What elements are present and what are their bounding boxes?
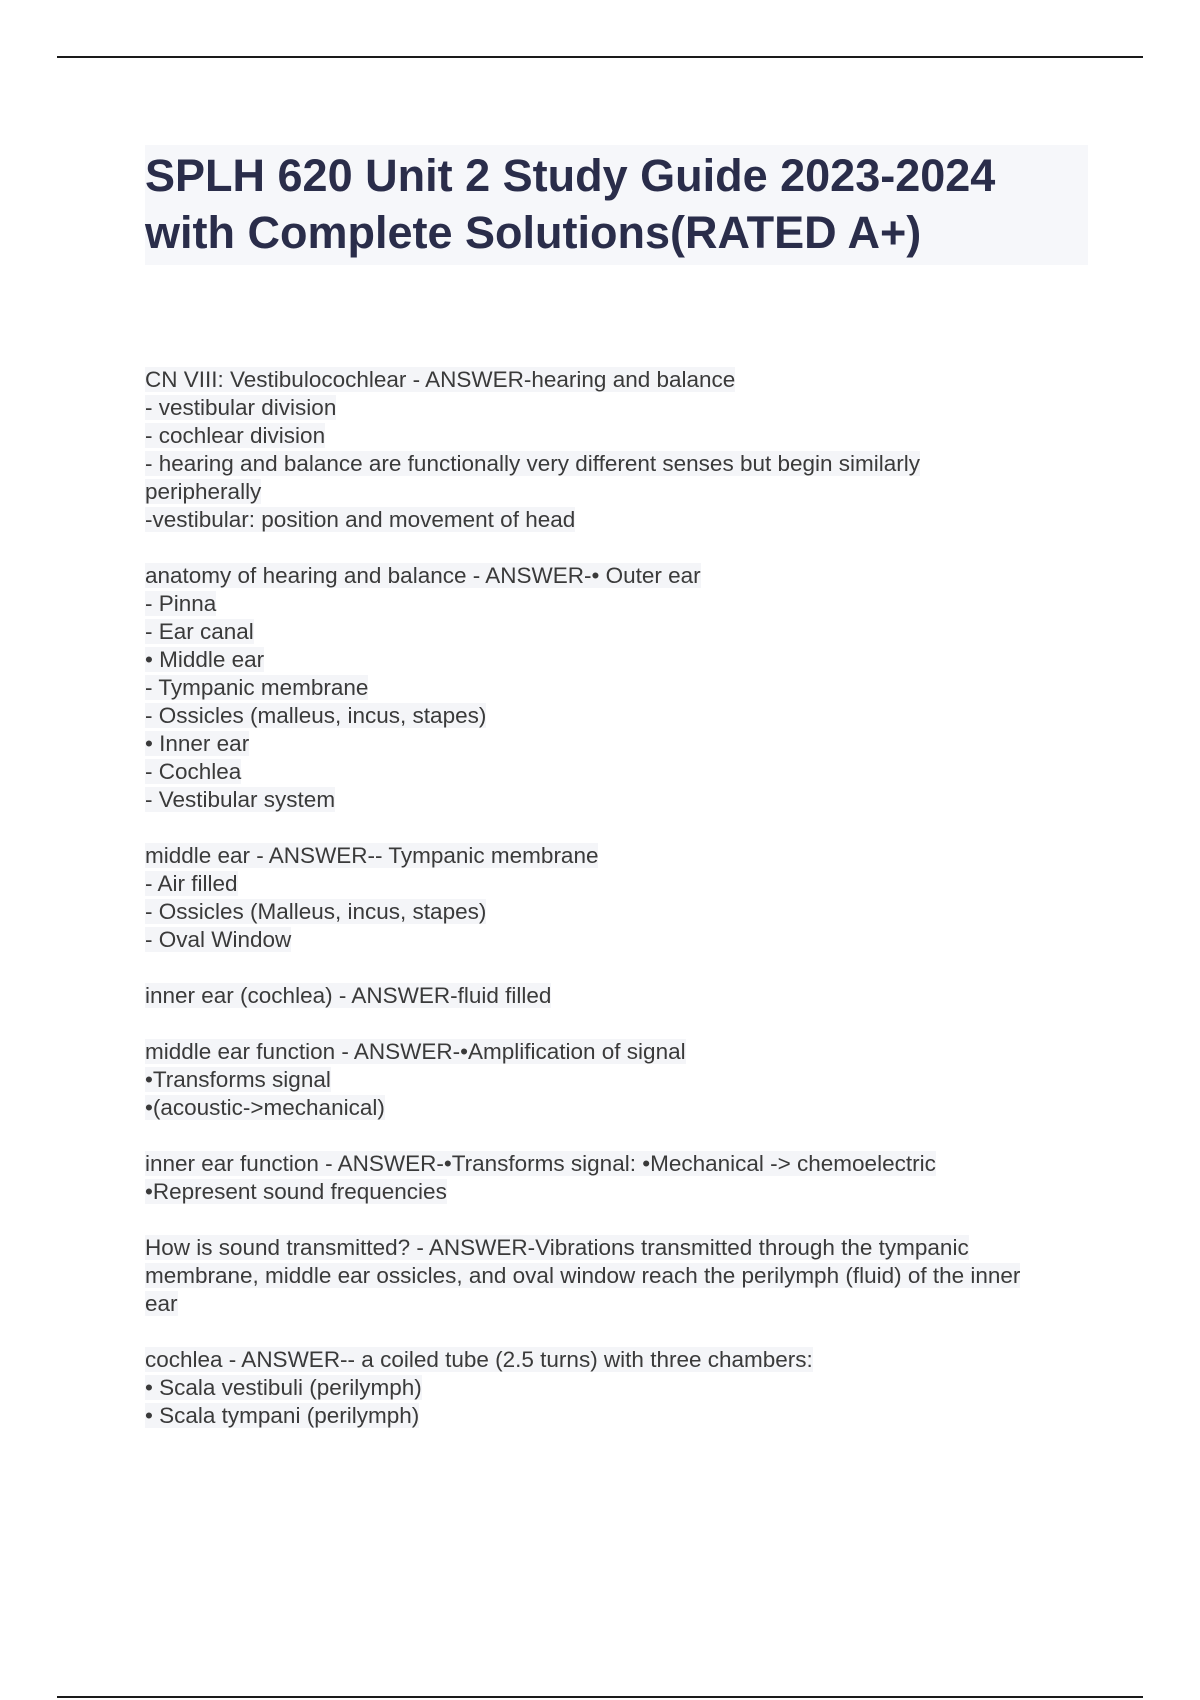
qa-entry xyxy=(145,1038,1090,1122)
entry-line: - Ossicles (Malleus, incus, stapes) xyxy=(145,899,487,924)
entry-line: inner ear (cochlea) - ANSWER-fluid filled xyxy=(145,983,552,1008)
entry-line: •(acoustic->mechanical) xyxy=(145,1095,385,1120)
entry-line: membrane, middle ear ossicles, and oval window reach the perilymph (fluid) of the inner xyxy=(145,1263,1021,1288)
entry-line: - Air filled xyxy=(145,871,238,896)
qa-entry xyxy=(145,562,1090,814)
entry-line: - Ossicles (malleus, incus, stapes) xyxy=(145,703,487,728)
entry-line: - Oval Window xyxy=(145,927,292,952)
entry-line: - Pinna xyxy=(145,591,217,616)
footer-rule xyxy=(57,1696,1143,1698)
entry-line: -vestibular: position and movement of head xyxy=(145,507,576,532)
qa-entry xyxy=(145,982,1090,1010)
entry-line: - Ear canal xyxy=(145,619,254,644)
entry-line: • Scala tympani (perilymph) xyxy=(145,1403,420,1428)
entry-line: - cochlear division xyxy=(145,423,326,448)
page-title: SPLH 620 Unit 2 Study Guide 2023-2024 with Complete Solutions(RATED A+) xyxy=(145,150,996,258)
entry-line: •Represent sound frequencies xyxy=(145,1179,447,1204)
entry-line: How is sound transmitted? - ANSWER-Vibrations transmitted through the tympanic xyxy=(145,1235,969,1260)
entry-line: CN VIII: Vestibulocochlear - ANSWER-hearing and balance xyxy=(145,367,736,392)
qa-entry xyxy=(145,1150,1090,1206)
entry-line: inner ear function - ANSWER-•Transforms signal: •Mechanical -> chemoelectric xyxy=(145,1151,936,1176)
header-rule xyxy=(57,56,1143,58)
qa-entry xyxy=(145,366,1090,534)
qa-entry xyxy=(145,1346,1090,1430)
entry-line: • Scala vestibuli (perilymph) xyxy=(145,1375,422,1400)
qa-entry xyxy=(145,842,1090,954)
entry-line: - hearing and balance are functionally very different senses but begin similarly xyxy=(145,451,921,476)
entry-line: - Tympanic membrane xyxy=(145,675,369,700)
entry-line: ear xyxy=(145,1291,178,1316)
entry-line: - Vestibular system xyxy=(145,787,336,812)
document-body xyxy=(145,366,1090,1458)
entry-line: peripherally xyxy=(145,479,262,504)
entry-line: - Cochlea xyxy=(145,759,242,784)
entry-line: anatomy of hearing and balance - ANSWER-• Outer ear xyxy=(145,563,701,588)
entry-line: middle ear - ANSWER-- Tympanic membrane xyxy=(145,843,599,868)
entry-line: • Middle ear xyxy=(145,647,265,672)
entry-line: • Inner ear xyxy=(145,731,250,756)
qa-entry xyxy=(145,1234,1090,1318)
entry-line: cochlea - ANSWER-- a coiled tube (2.5 turns) with three chambers: xyxy=(145,1347,813,1372)
entry-line: - vestibular division xyxy=(145,395,337,420)
title-block xyxy=(145,145,1088,265)
entry-line: middle ear function - ANSWER-•Amplification of signal xyxy=(145,1039,686,1064)
entry-line: •Transforms signal xyxy=(145,1067,331,1092)
